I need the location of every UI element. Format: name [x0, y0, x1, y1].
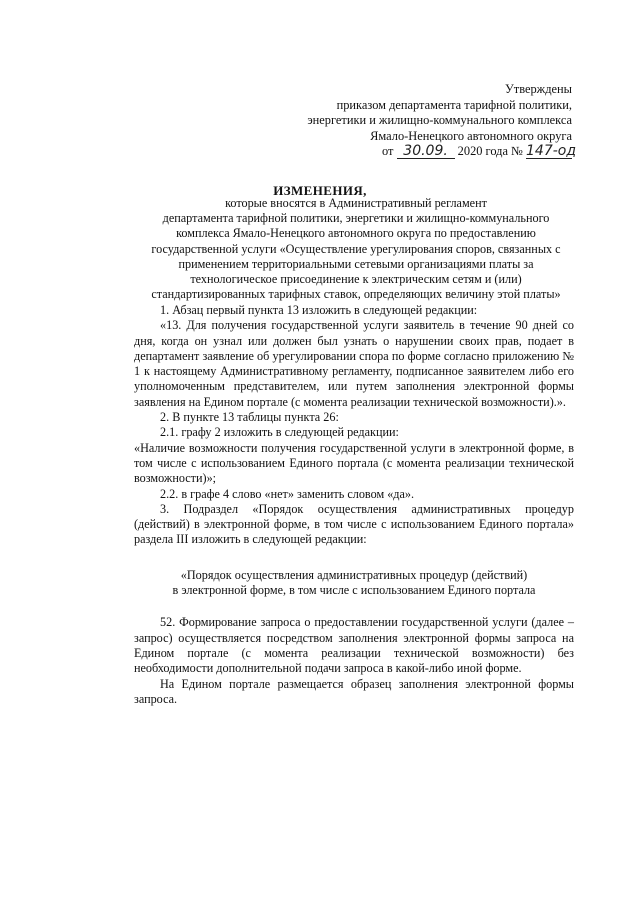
spacer: [134, 548, 574, 568]
approval-line-4: Ямало-Ненецкого автономного округа: [370, 128, 572, 143]
approval-block: [272, 82, 577, 160]
subtitle-line: применением территориальными сетевыми организациями платы за: [178, 256, 534, 271]
handwritten-date: 30.09.: [397, 145, 455, 159]
subtitle-line: комплекса Ямало-Ненецкого автономного округа по предоставлению: [176, 226, 536, 241]
subtitle-line: стандартизированных тарифных ставок, определяющих величину этой платы»: [151, 287, 561, 302]
paragraph-8: 52. Формирование запроса о предоставлении государственной услуги (далее – запрос) осуществляется посредством заполнения электронной формы запроса на Едином портале (с момента реализации технической возможности) без необходимости дополнительной подачи запроса в какой-либо иной форме.: [134, 615, 574, 676]
subtitle-line: которые вносятся в Административный регламент: [225, 196, 487, 210]
paragraph-1: 1. Абзац первый пункта 13 изложить в следующей редакции:: [160, 303, 478, 317]
approval-line-3: энергетики и жилищно-коммунального комплекса: [307, 113, 572, 128]
section-heading-line-2: в электронной форме, в том числе с использованием Единого портала: [172, 583, 536, 598]
approval-line-5: [272, 143, 577, 160]
paragraph-2: «13. Для получения государственной услуги заявитель в течение 90 дней со дня, когда он узнал или должен был узнать о нарушении своих прав, подает в департамент заявление об урегулировании спора по форме согласно приложению № 1 к настоящему Административному регламенту, подписанное заявителем либо его уполномоченным представителем, или путем заполнения электронной формы заявления на Едином портале (с момента реализации технической возможности).».: [134, 318, 574, 409]
subtitle-line: технологическое присоединение к электрическим сетям и (или): [190, 272, 522, 287]
subtitle-line: департамента тарифной политики, энергетики и жилищно-коммунального: [162, 211, 550, 226]
section-heading-line-1: «Порядок осуществления административных процедур (действий): [180, 567, 528, 582]
subtitle-line: государственной услуги «Осуществление урегулирования споров, связанных с: [151, 241, 561, 256]
approval-line-2: приказом департамента тарифной политики,: [336, 97, 572, 112]
handwritten-order-number: 147-од: [526, 143, 577, 160]
paragraph-7: 3. Подраздел «Порядок осуществления административных процедур (действий) в электронной форме, в том числе с использованием Единого портала» раздела III изложить в следующей редакции:: [134, 501, 574, 547]
approval-prefix: от: [382, 144, 394, 159]
paragraph-9: На Едином портале размещается образец заполнения электронной формы запроса.: [134, 676, 574, 706]
paragraph-5: «Наличие возможности получения государственной услуги в электронной форме, в том числе с использованием Единого портала (с момента реализации технической возможности)»;: [134, 440, 574, 486]
paragraph-3: 2. В пункте 13 таблицы пункта 26:: [160, 410, 339, 425]
spacer: [134, 598, 574, 615]
paragraph-4: 2.1. графу 2 изложить в следующей редакции:: [160, 425, 399, 440]
document-title: ИЗМЕНЕНИЯ,: [273, 183, 367, 198]
document-body: [134, 303, 574, 707]
document-subtitle: [130, 196, 582, 302]
paragraph-6: 2.2. в графе 4 слово «нет» заменить словом «да».: [160, 486, 415, 501]
approval-line-1: Утверждены: [505, 82, 572, 96]
approval-year: 2020 года №: [457, 144, 523, 159]
